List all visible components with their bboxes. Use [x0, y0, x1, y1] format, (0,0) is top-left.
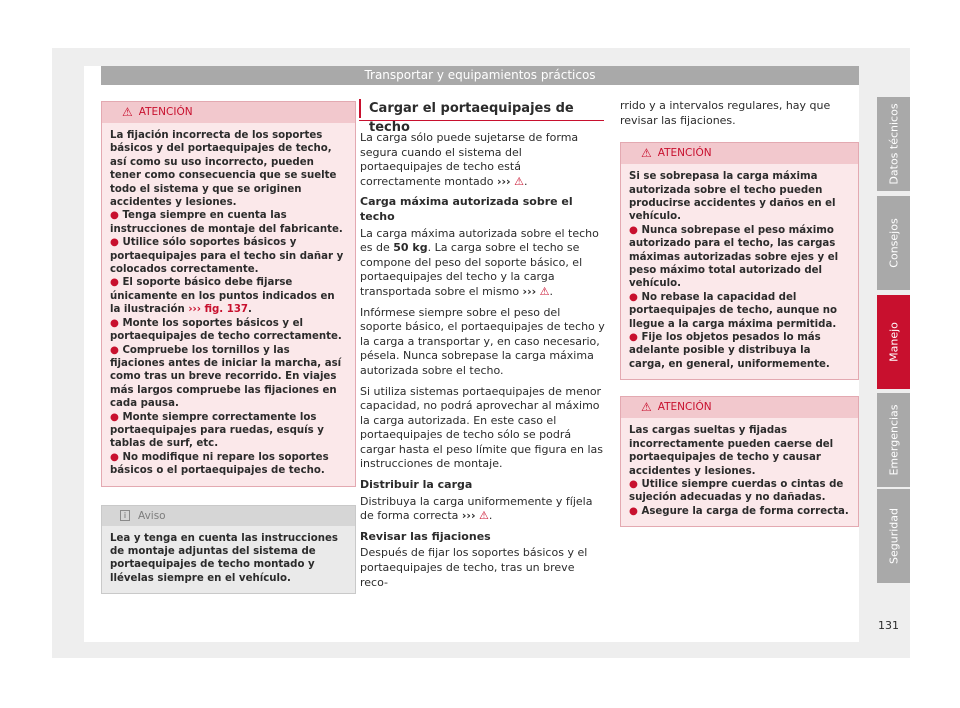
ref-arrow: ››› — [496, 174, 511, 188]
tab-emergencias[interactable]: Emergencias — [877, 393, 910, 487]
warning-icon: ⚠ — [122, 105, 133, 119]
warning-icon[interactable]: ⚠ — [514, 174, 524, 188]
list-item: ● No modifique ni repare los soportes básicos o el portaequipajes de techo. — [110, 451, 329, 477]
warning-intro: La fijación incorrecta de los soportes básicos y del portaequipajes de techo, así como su uso incorrecto, pueden tener como consecuencia que se suelte todo el sistema y que se originen accidentes y lesiones. — [110, 130, 337, 209]
warning-icon[interactable]: ⚠ — [539, 284, 550, 298]
figure-link[interactable]: fig. 137 — [204, 304, 248, 316]
list-item: ● Monte los soportes básicos y el portaequipajes de techo correctamente. — [110, 317, 342, 343]
bullet-icon: ● — [110, 277, 119, 289]
warning-box — [620, 142, 859, 380]
subheading: Revisar las fijaciones — [360, 529, 491, 543]
list-item: ● Compruebe los tornillos y las fijaciones antes de iniciar la marcha, así como tras un breve recorrido. En viajes más largos compruebe las fijaciones en cada pausa. — [110, 344, 342, 410]
bullet-icon: ● — [110, 411, 119, 423]
bullet-icon: ● — [110, 317, 119, 329]
paragraph: Distribuya la carga uniformemente y fíjela de forma correcta ››› ⚠. — [360, 494, 593, 523]
warning-header — [621, 143, 858, 164]
info-icon: i — [120, 510, 130, 521]
middle-column — [359, 99, 605, 596]
list-item: ● Monte siempre correctamente los portaequipajes para ruedas, esquís y tablas de surf, etc. — [110, 411, 324, 450]
section-text — [359, 131, 605, 590]
note-header — [102, 506, 355, 526]
bullet-icon: ● — [629, 291, 638, 303]
bullet-icon: ● — [110, 344, 119, 356]
warning-box — [101, 101, 356, 487]
list-item: ● No rebase la capacidad del portaequipajes de techo, aunque no llegue a la carga máxima permitida. — [629, 291, 838, 330]
paragraph: Si utiliza sistemas portaequipajes de menor capacidad, no podrá aprovechar al máximo la carga autorizada. En este caso el portaequipajes de techo sólo se podrá cargar hasta el peso límite que figura en las instrucciones de montaje. — [360, 384, 603, 471]
ref-arrow: ››› — [461, 509, 476, 523]
list-item: ● El soporte básico debe fijarse únicamente en los puntos indicados en la ilustración ››› fig. 137. — [110, 277, 335, 316]
tab-datos-tecnicos[interactable]: Datos técnicos — [877, 97, 910, 191]
warning-box — [620, 396, 859, 527]
paragraph: rrido y a intervalos regulares, hay que revisar las fijaciones. — [620, 99, 831, 127]
note-box — [101, 505, 356, 595]
page-number: 131 — [878, 619, 899, 632]
tab-consejos[interactable]: Consejos — [877, 196, 910, 290]
paragraph: Infórmese siempre sobre el peso del soporte básico, el portaequipajes de techo y la carga a transportar y, en caso necesario, pésela. Nunca sobrepase la carga máxima autorizada sobre el techo. — [360, 305, 605, 377]
subheading: Carga máxima autorizada sobre el techo — [360, 195, 573, 223]
list-item: ● Nunca sobrepase el peso máximo autorizado para el techo, las cargas máximas autorizadas sobre ejes y el peso máximo total autorizado del vehículo. — [629, 224, 839, 290]
warning-title: ATENCIÓN — [657, 401, 712, 414]
bullet-icon: ● — [110, 237, 119, 249]
bullet-icon: ● — [629, 224, 638, 236]
bullet-icon: ● — [110, 451, 119, 463]
page-header: Transportar y equipamientos prácticos — [101, 66, 859, 85]
section-title: Cargar el portaequipajes de techo — [359, 99, 605, 118]
warning-title: ATENCIÓN — [138, 106, 193, 118]
subheading: Distribuir la carga — [360, 478, 473, 492]
left-column — [101, 101, 356, 594]
warning-icon: ⚠ — [641, 400, 652, 415]
paragraph: Después de fijar los soportes básicos y el portaequipajes de techo, tras un breve reco- — [360, 546, 588, 589]
paragraph: La carga máxima autorizada sobre el techo es de 50 kg. La carga sobre el techo se compone del peso del soporte básico, el portaequipajes del techo y la carga transportada sobre el mismo ››› ⚠. — [360, 226, 599, 298]
list-item: ● Asegure la carga de forma correcta. — [629, 505, 849, 517]
warning-body — [102, 123, 355, 486]
tab-seguridad[interactable]: Seguridad — [877, 489, 910, 583]
warning-body — [621, 164, 858, 379]
list-item: ● Utilice siempre cuerdas o cintas de sujeción adecuadas y no dañadas. — [629, 478, 844, 504]
warning-title: ATENCIÓN — [657, 147, 712, 160]
note-body: Lea y tenga en cuenta las instrucciones de montaje adjuntas del sistema de portaequipajes de techo montado y llévelas siempre en el vehículo. — [110, 532, 338, 584]
right-column — [620, 99, 859, 527]
warning-body — [621, 418, 858, 526]
list-item: ● Tenga siempre en cuenta las instrucciones de montaje del fabricante. — [110, 210, 343, 235]
tab-manejo[interactable]: Manejo — [877, 295, 910, 389]
warning-icon: ⚠ — [641, 146, 652, 161]
note-title: Aviso — [138, 509, 166, 522]
bullet-icon: ● — [629, 332, 638, 344]
list-item: ● Utilice sólo soportes básicos y portaequipajes para el techo sin dañar y colocados correctamente. — [110, 237, 344, 276]
warning-header — [102, 102, 355, 123]
list-item: ● Fije los objetos pesados lo más adelante posible y distribuya la carga, en general, uniformemente. — [629, 332, 830, 370]
ref-arrow: ››› — [188, 304, 201, 316]
bullet-icon: ● — [629, 505, 638, 517]
bullet-icon: ● — [110, 210, 119, 222]
warning-intro: Si se sobrepasa la carga máxima autorizada sobre el techo pueden producirse accidentes y daños en el vehículo. — [629, 171, 836, 223]
ref-arrow: ››› — [522, 284, 537, 298]
warning-intro: Las cargas sueltas y fijadas incorrectamente pueden caerse del portaequipajes de techo y causar accidentes y lesiones. — [629, 425, 834, 477]
warning-icon[interactable]: ⚠ — [479, 509, 489, 523]
paragraph: La carga sólo puede sujetarse de forma segura cuando el sistema del portaequipajes de techo está correctamente montado ››› ⚠. — [360, 131, 579, 188]
warning-header — [621, 397, 858, 418]
bullet-icon: ● — [629, 478, 638, 490]
